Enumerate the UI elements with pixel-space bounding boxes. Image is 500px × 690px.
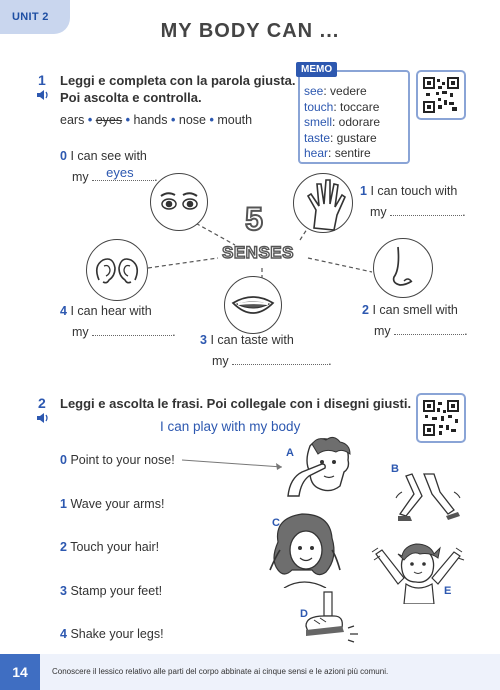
picture-label-b: B [391,463,399,475]
footer-text: Conoscere il lessico relativo alle parti del corpo abbinate ai cinque sensi e le azioni più comuni. [52,667,389,676]
item-2-answer-line[interactable]: my . [374,324,468,338]
item-2: 2 I can smell with [362,303,458,317]
memo-tag: MEMO [296,62,337,77]
ears-illustration [86,239,148,301]
word-bank-ears: ears [60,113,85,127]
picture-c-girl-hair[interactable] [266,512,346,588]
picture-label-e: E [444,585,452,597]
sentence-2[interactable]: 2 Touch your hair! [60,540,160,554]
exercise-2-number: 2 [38,395,46,411]
item-0: 0 I can see with [60,149,147,163]
page-title: MY BODY CAN ... [160,20,340,42]
sentence-0: 0 Point to your nose! [60,453,175,467]
exercise-1-instruction: Leggi e completa con la parola giusta. Poi ascolta e controlla. [60,73,296,105]
word-bank-mouth: mouth [217,113,253,127]
exercise-1-number: 1 [38,72,46,88]
item-3-answer-line[interactable]: my . [212,354,332,368]
word-bank-hands: hands [133,113,168,127]
item-1: 1 I can touch with [360,184,458,198]
exercise-2-subtitle: I can play with my body [160,419,301,434]
senses-number: 5 [245,201,263,237]
sentence-3[interactable]: 3 Stamp your feet! [60,584,163,598]
audio-icon[interactable] [36,88,50,106]
sentence-1[interactable]: 1 Wave your arms! [60,497,165,511]
word-bank-nose: nose [178,113,206,127]
picture-a-boy-pointing-nose[interactable] [282,436,362,498]
picture-b-legs[interactable] [394,470,464,526]
item-1-answer-line[interactable]: my . [370,205,466,219]
picture-d-feet-stamping[interactable] [302,590,366,644]
unit-label: UNIT 2 [12,11,49,23]
item-4-answer-line[interactable]: my . [72,325,176,339]
senses-label: SENSES [222,243,294,262]
exercise-2-instruction: Leggi e ascolta le frasi. Poi collegale con i disegni giusti. [60,396,412,411]
sentence-4[interactable]: 4 Shake your legs! [60,627,164,641]
picture-label-a: A [286,447,294,459]
mouth-illustration [224,276,282,334]
audio-icon-2[interactable] [36,411,50,429]
qr-code-1[interactable] [416,70,466,120]
nose-illustration [373,238,433,298]
item-0-answer-line: my eyes . [72,165,158,184]
picture-e-girl-waving[interactable] [370,540,466,604]
picture-label-c: C [272,517,280,529]
connector-line [180,455,290,475]
qr-code-2[interactable] [416,393,466,443]
picture-label-d: D [300,608,308,620]
eyes-illustration [150,173,208,231]
item-4: 4 I can hear with [60,304,152,318]
memo-box: see: vedere touch: toccare smell: odorare taste: gustare hear: sentire [298,70,410,164]
word-bank: ears • eyes • hands • nose • mouth [60,113,253,127]
item-0-answer: eyes [106,165,134,180]
hand-illustration [293,173,353,233]
word-bank-eyes: eyes [95,113,123,127]
page-number: 14 [0,654,40,690]
item-3: 3 I can taste with [200,333,294,347]
